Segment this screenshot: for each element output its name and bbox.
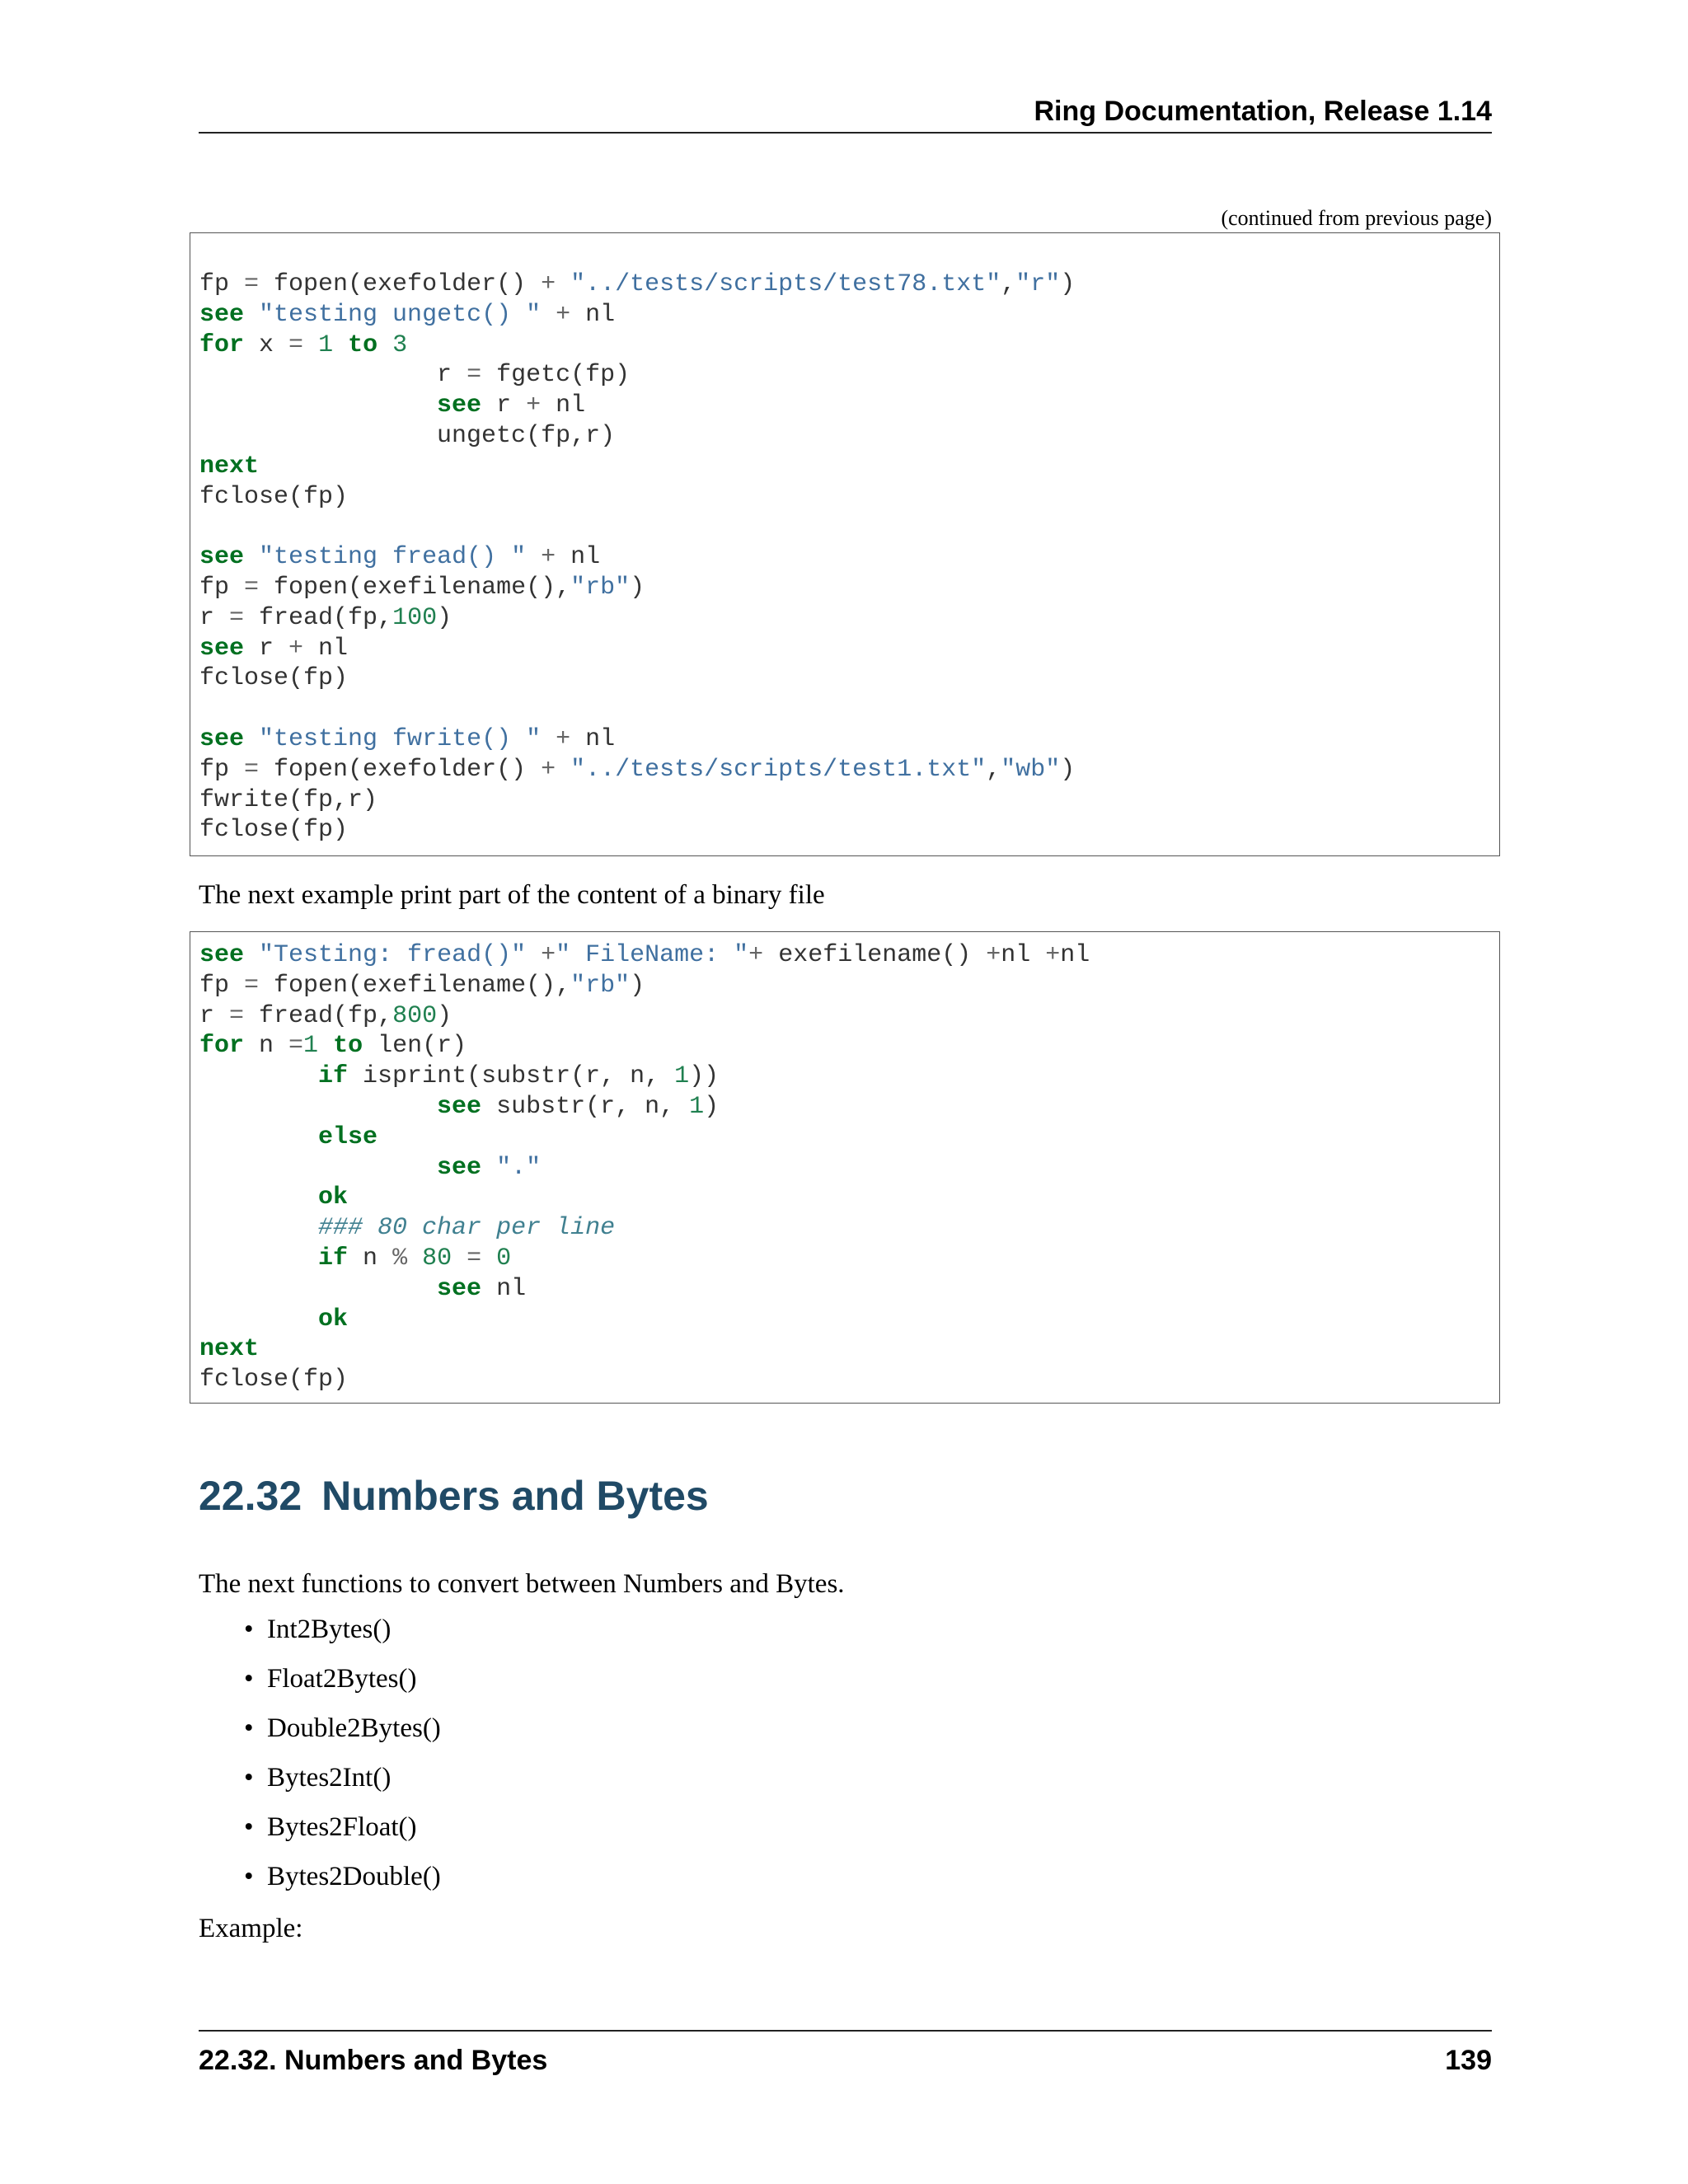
- number-token: 0: [496, 1244, 512, 1272]
- code-line: fp = fopen(exefolder() + "../tests/scripts/test78.txt","r"): [199, 270, 1076, 298]
- code-line: if n % 80 = 0: [318, 1244, 512, 1272]
- keyword-token: see: [437, 1274, 482, 1303]
- code-line: [199, 1335, 259, 1363]
- list-item: [244, 1860, 441, 1910]
- list-item-label: Int2Bytes(): [267, 1615, 392, 1644]
- code-block-file-io: [190, 232, 1500, 856]
- operator-token: %: [392, 1244, 408, 1272]
- list-item: [244, 1712, 441, 1761]
- keyword-token: next: [199, 452, 260, 480]
- number-token: 3: [392, 330, 408, 359]
- paragraph-binary-file-intro: The next example print part of the content of a binary file: [199, 880, 825, 910]
- bullet-icon: •: [244, 1615, 254, 1644]
- bullet-icon: •: [244, 1862, 254, 1891]
- string-token: "../tests/scripts/test1.txt": [570, 755, 987, 784]
- string-token: "testing fwrite() ": [259, 724, 542, 753]
- string-token: " FileName: ": [556, 941, 749, 969]
- header-title: Ring Documentation, Release 1.14: [1034, 96, 1492, 127]
- bullet-icon: •: [244, 1812, 254, 1842]
- code-line: see "Testing: fread()" +" FileName: "+ exefilename() +nl +nl: [199, 941, 1090, 969]
- number-token: 1: [303, 1032, 319, 1061]
- operator-token: +: [1045, 941, 1061, 969]
- string-token: "../tests/scripts/test78.txt": [570, 270, 1001, 298]
- page-number: 139: [1445, 2045, 1492, 2076]
- list-item-label: Bytes2Float(): [267, 1812, 417, 1842]
- code-line: fp = fopen(exefilename(),"rb"): [199, 971, 645, 1000]
- keyword-token: see: [437, 1092, 482, 1121]
- code-line: [199, 1305, 348, 1333]
- code-line: fclose(fp): [199, 482, 349, 511]
- page-header: [199, 92, 1492, 134]
- code-text: [199, 269, 1075, 846]
- operator-token: +: [541, 755, 556, 784]
- keyword-token: else: [318, 1122, 378, 1151]
- code-line: fclose(fp): [199, 664, 349, 693]
- keyword-token: for: [199, 330, 245, 359]
- bullet-icon: •: [244, 1763, 254, 1793]
- operator-token: +: [748, 941, 764, 969]
- operator-token: +: [541, 941, 556, 969]
- paragraph-example-label: Example:: [199, 1914, 303, 1943]
- code-line: [199, 1123, 377, 1151]
- function-list: [244, 1613, 441, 1910]
- code-line: see r + nl: [199, 634, 349, 663]
- string-token: "testing ungetc() ": [259, 300, 542, 329]
- list-item-label: Float2Bytes(): [267, 1664, 417, 1694]
- string-token: "Testing: fread()": [259, 941, 527, 969]
- list-item: [244, 1811, 441, 1860]
- operator-token: =: [244, 270, 260, 298]
- code-line: fp = fopen(exefilename(),"rb"): [199, 573, 645, 602]
- code-line: see "testing fread() " + nl: [199, 543, 601, 572]
- operator-token: +: [541, 543, 556, 572]
- code-line: fp = fopen(exefolder() + "../tests/scripts/test1.txt","wb"): [199, 755, 1076, 784]
- code-line: r = fgetc(fp): [199, 361, 631, 390]
- number-token: 80: [422, 1244, 452, 1272]
- code-line: see nl: [437, 1274, 527, 1303]
- operator-token: =: [244, 573, 260, 602]
- code-line: see substr(r, n, 1): [437, 1092, 720, 1121]
- list-item: [244, 1761, 441, 1811]
- section-number: 22.32: [199, 1473, 302, 1519]
- code-line: r = fread(fp,800): [199, 1001, 452, 1030]
- code-line: [199, 1214, 615, 1242]
- keyword-token: see: [199, 634, 245, 663]
- keyword-token: if: [318, 1062, 349, 1091]
- list-item: [244, 1662, 441, 1712]
- string-token: ".": [496, 1153, 542, 1182]
- operator-token: =: [288, 1032, 304, 1061]
- paragraph-functions-intro: The next functions to convert between Numbers and Bytes.: [199, 1569, 845, 1599]
- operator-token: +: [986, 941, 1001, 969]
- keyword-token: see: [199, 543, 245, 572]
- code-line: if isprint(substr(r, n, 1)): [318, 1062, 720, 1091]
- code-line: fclose(fp): [199, 816, 349, 845]
- keyword-token: next: [199, 1335, 260, 1364]
- operator-token: +: [541, 270, 556, 298]
- footer-section-title: 22.32. Numbers and Bytes: [199, 2045, 548, 2076]
- bullet-icon: •: [244, 1664, 254, 1694]
- keyword-token: ok: [318, 1183, 349, 1212]
- list-item: [244, 1613, 441, 1662]
- continued-note: (continued from previous page): [1221, 206, 1492, 230]
- page-footer: [199, 2030, 1492, 2076]
- operator-token: =: [229, 603, 245, 632]
- keyword-token: see: [437, 391, 482, 420]
- code-line: see "testing ungetc() " + nl: [199, 300, 616, 329]
- string-token: "rb": [570, 971, 631, 1000]
- operator-token: +: [556, 300, 571, 329]
- code-line: fwrite(fp,r): [199, 785, 378, 814]
- string-token: "rb": [570, 573, 631, 602]
- number-token: 1: [689, 1092, 705, 1121]
- operator-token: =: [288, 330, 304, 359]
- comment-token: ### 80 char per line: [318, 1214, 616, 1243]
- string-token: "wb": [1001, 755, 1061, 784]
- keyword-token: see: [199, 941, 245, 969]
- keyword-token: for: [199, 1032, 245, 1061]
- number-token: 800: [392, 1001, 438, 1030]
- keyword-token: to: [333, 1032, 363, 1061]
- operator-token: =: [467, 1244, 482, 1272]
- keyword-token: see: [199, 724, 245, 753]
- number-token: 100: [392, 603, 438, 632]
- code-line: see "testing fwrite() " + nl: [199, 724, 616, 753]
- operator-token: =: [244, 755, 260, 784]
- number-token: 1: [318, 330, 334, 359]
- operator-token: +: [556, 724, 571, 753]
- operator-token: +: [526, 391, 542, 420]
- code-line: for x = 1 to 3: [199, 330, 408, 359]
- code-block-binary-print: [190, 931, 1500, 1404]
- string-token: "testing fread() ": [259, 543, 527, 572]
- code-line: for n =1 to len(r): [199, 1032, 467, 1061]
- operator-token: =: [229, 1001, 245, 1030]
- section-heading: [199, 1472, 709, 1520]
- keyword-token: if: [318, 1244, 349, 1272]
- number-token: 1: [674, 1062, 690, 1091]
- operator-token: =: [467, 361, 482, 390]
- code-line: [199, 1154, 541, 1182]
- code-text: [199, 940, 1090, 1395]
- code-line: fclose(fp): [199, 1366, 349, 1394]
- list-item-label: Bytes2Int(): [267, 1763, 392, 1793]
- section-title: Numbers and Bytes: [321, 1473, 709, 1519]
- keyword-token: to: [348, 330, 378, 359]
- operator-token: +: [288, 634, 304, 663]
- code-line: [199, 452, 259, 480]
- keyword-token: see: [437, 1153, 482, 1182]
- list-item-label: Double2Bytes(): [267, 1713, 441, 1743]
- string-token: "r": [1015, 270, 1061, 298]
- list-item-label: Bytes2Double(): [267, 1862, 441, 1891]
- code-line: r = fread(fp,100): [199, 603, 452, 632]
- keyword-token: ok: [318, 1305, 349, 1333]
- bullet-icon: •: [244, 1713, 254, 1743]
- code-line: see r + nl: [437, 391, 586, 420]
- keyword-token: see: [199, 300, 245, 329]
- code-line: [199, 1183, 348, 1212]
- operator-token: =: [244, 971, 260, 1000]
- code-line: ungetc(fp,r): [199, 421, 616, 450]
